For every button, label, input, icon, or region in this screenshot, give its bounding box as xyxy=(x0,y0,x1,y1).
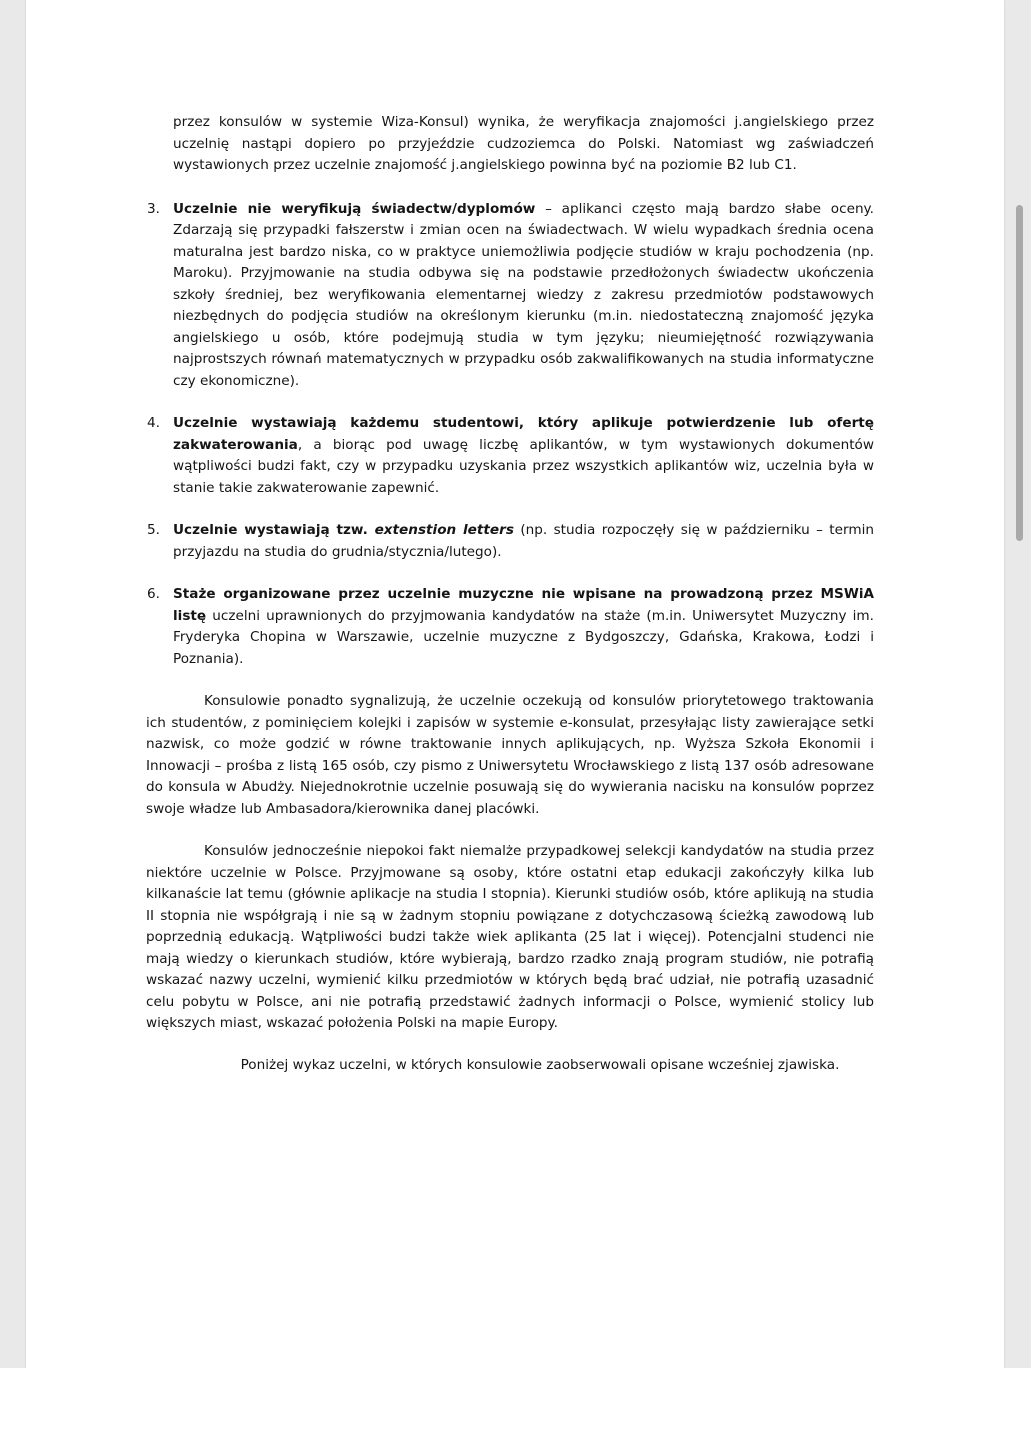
list-item-lead: Uczelnie nie weryfikują świadectw/dyplomów xyxy=(173,200,536,217)
list-item-number: 3. xyxy=(147,200,160,217)
paragraph-consuls-signal: Konsulowie ponadto sygnalizują, że uczelnie oczekują od konsulów priorytetowego traktowania ich studentów, z pominięciem kolejki i zapisów w systemie e-konsulat, przesyłając listy zawierające setki nazwisk, co może godzić w równe traktowanie innych aplikujących, np. Wyższa Szkoła Ekonomii i Innowacji – prośba z listą 165 osób, czy pismo z Uniwersytetu Wrocławskiego z listą 137 osób adresowane do konsula w Abudży. Niejednokrotnie uczelnie posuwają się do wywierania nacisku na konsulów poprzez swoje władze lub Ambasadora/kierownika danej placówki. xyxy=(146,693,874,817)
scrollbar-thumb[interactable] xyxy=(1016,205,1023,541)
list-item-5 xyxy=(146,520,874,563)
list-item-3 xyxy=(146,199,874,393)
list-item-text: uczelni uprawnionych do przyjmowania kandydatów na staże (m.in. Uniwersytet Muzyczny im. Fryderyka Chopina w Warszawie, uczelnie muzyczne z Bydgoszczy, Gdańska, Krakowa, Łodzi i Poznania). xyxy=(173,607,874,667)
list-item-number: 6. xyxy=(147,586,160,602)
list-item-text: – aplikanci często mają bardzo słabe oceny. Zdarzają się przypadki fałszerstw i zmian ocen na świadectwach. W wielu wypadkach średnia ocena maturalna jest bardzo niska, co w praktyce uniemożliwia podjęcie studiów w kraju pochodzenia (np. Maroku). Przyjmowanie na studia odbywa się na podstawie przedłożonych świadectw ukończenia szkoły średniej, bez weryfikowania elementarnej wiedzy z zakresu przedmiotów podstawowych niezbędnych do podjęcia studiów na określonym kierunku (m.in. niedostateczną znajomość języka angielskiego u osób, które podejmują studia w tym języku; nieumiejętność rozwiązywania najprostszych równań matematycznych w przypadku osób zakwalifikowanych na studia informatyczne czy ekonomiczne). xyxy=(173,200,874,389)
intro-continuation: przez konsulów w systemie Wiza-Konsul) wynika, że weryfikacja znajomości j.angielskiego przez uczelnię nastąpi dopiero po przyjeździe cudzoziemca do Polski. Natomiast wg zaświadczeń wystawionych przez uczelnie znajomość j.angielskiego powinna być na poziomie B2 lub C1. xyxy=(173,114,874,173)
list-item-number: 5. xyxy=(147,522,160,538)
list-item-lead: Uczelnie wystawiają każdemu studentowi, który aplikuje potwierdzenie lub ofertę zakwaterowania xyxy=(173,415,874,453)
list-item-4 xyxy=(146,413,874,499)
closing-line: Poniżej wykaz uczelni, w których konsulowie zaobserwowali opisane wcześniej zjawiska. xyxy=(240,1056,840,1073)
list-item-text: (np. studia rozpoczęły się w październiku – termin przyjazdu na studia do grudnia/stycznia/lutego). xyxy=(173,522,874,560)
viewer-background xyxy=(0,1368,1031,1440)
list-item-number: 4. xyxy=(147,415,160,431)
list-item-6 xyxy=(146,584,874,670)
paragraph-consuls-concern: Konsulów jednocześnie niepokoi fakt niemalże przypadkowej selekcji kandydatów na studia przez niektóre uczelnie w Polsce. Przyjmowane są osoby, które ostatni etap edukacji zakończyły kilka lub kilkanaście lat temu (głównie aplikacje na studia I stopnia). Kierunki studiów osób, które aplikują na studia II stopnia nie współgrają i nie są w żadnym stopniu powiązane z dotychczasową ścieżką zawodową lub poprzednią edukacją. Wątpliwości budzi także wiek aplikanta (25 lat i więcej). Potencjalni studenci nie mają wiedzy o kierunkach studiów, które wybierają, bardzo rzadko znają program studiów, nie potrafią wskazać nazwy uczelni, wymienić kilku przedmiotów w których będą brać udział, nie potrafią uzasadnić celu pobytu w Polsce, ani nie potrafią przedstawić żadnych informacji o Polsce, wymienić stolicy lub większych miast, wskazać położenia Polski na mapie Europy. xyxy=(146,843,874,1031)
list-item-lead: Uczelnie wystawiają tzw. xyxy=(173,522,375,538)
list-item-text: , a biorąc pod uwagę liczbę aplikantów, w tym wystawionych dokumentów wątpliwości budzi fakt, czy w przypadku uzyskania przez wszystkich aplikantów wiz, uczelnia była w stanie takie zakwaterowanie zapewnić. xyxy=(173,436,874,496)
document-body xyxy=(146,112,874,1076)
list-item-lead: Staże organizowane przez uczelnie muzyczne nie wpisane na prowadzoną przez MSWiA listę xyxy=(173,586,874,624)
list-item-lead-italic: extenstion letters xyxy=(374,522,514,538)
